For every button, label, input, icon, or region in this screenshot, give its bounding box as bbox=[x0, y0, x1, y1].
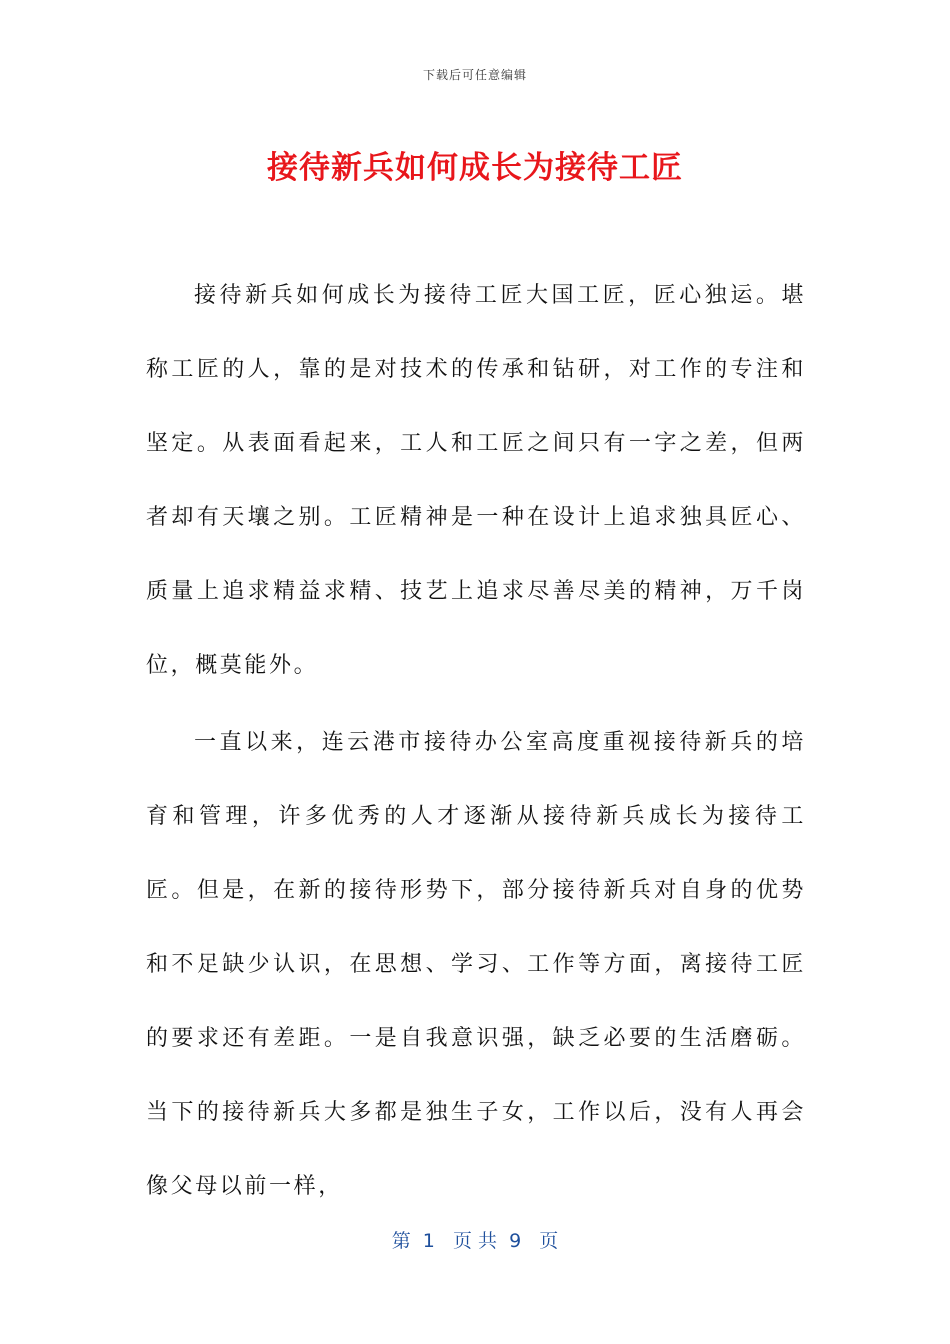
body-paragraph: 接待新兵如何成长为接待工匠大国工匠，匠心独运。堪称工匠的人，靠的是对技术的传承和钻研，对工作的专注和坚定。从表面看起来，工人和工匠之间只有一字之差，但两者却有天壤之别。工匠精神是一种在设计上追求独具匠心、质量上追求精益求精、技艺上追求尽善尽美的精神，万千岗位，概莫能外。 bbox=[146, 283, 806, 678]
body-paragraph: 一直以来，连云港市接待办公室高度重视接待新兵的培育和管理，许多优秀的人才逐渐从接待新兵成长为接待工匠。但是，在新的接待形势下，部分接待新兵对自身的优势和不足缺少认识，在思想、学习、工作等方面，离接待工匠的要求还有差距。一是自我意识强，缺乏必要的生活磨砺。当下的接待新兵大多都是独生子女，工作以后，没有人再会像父母以前一样， bbox=[146, 730, 806, 1199]
header-note: 下载后可任意编辑 bbox=[422, 68, 527, 82]
page-number-footer: 第 1 页 共 9 页 bbox=[391, 1230, 559, 1252]
document-title: 接待新兵如何成长为接待工匠 bbox=[267, 150, 683, 186]
